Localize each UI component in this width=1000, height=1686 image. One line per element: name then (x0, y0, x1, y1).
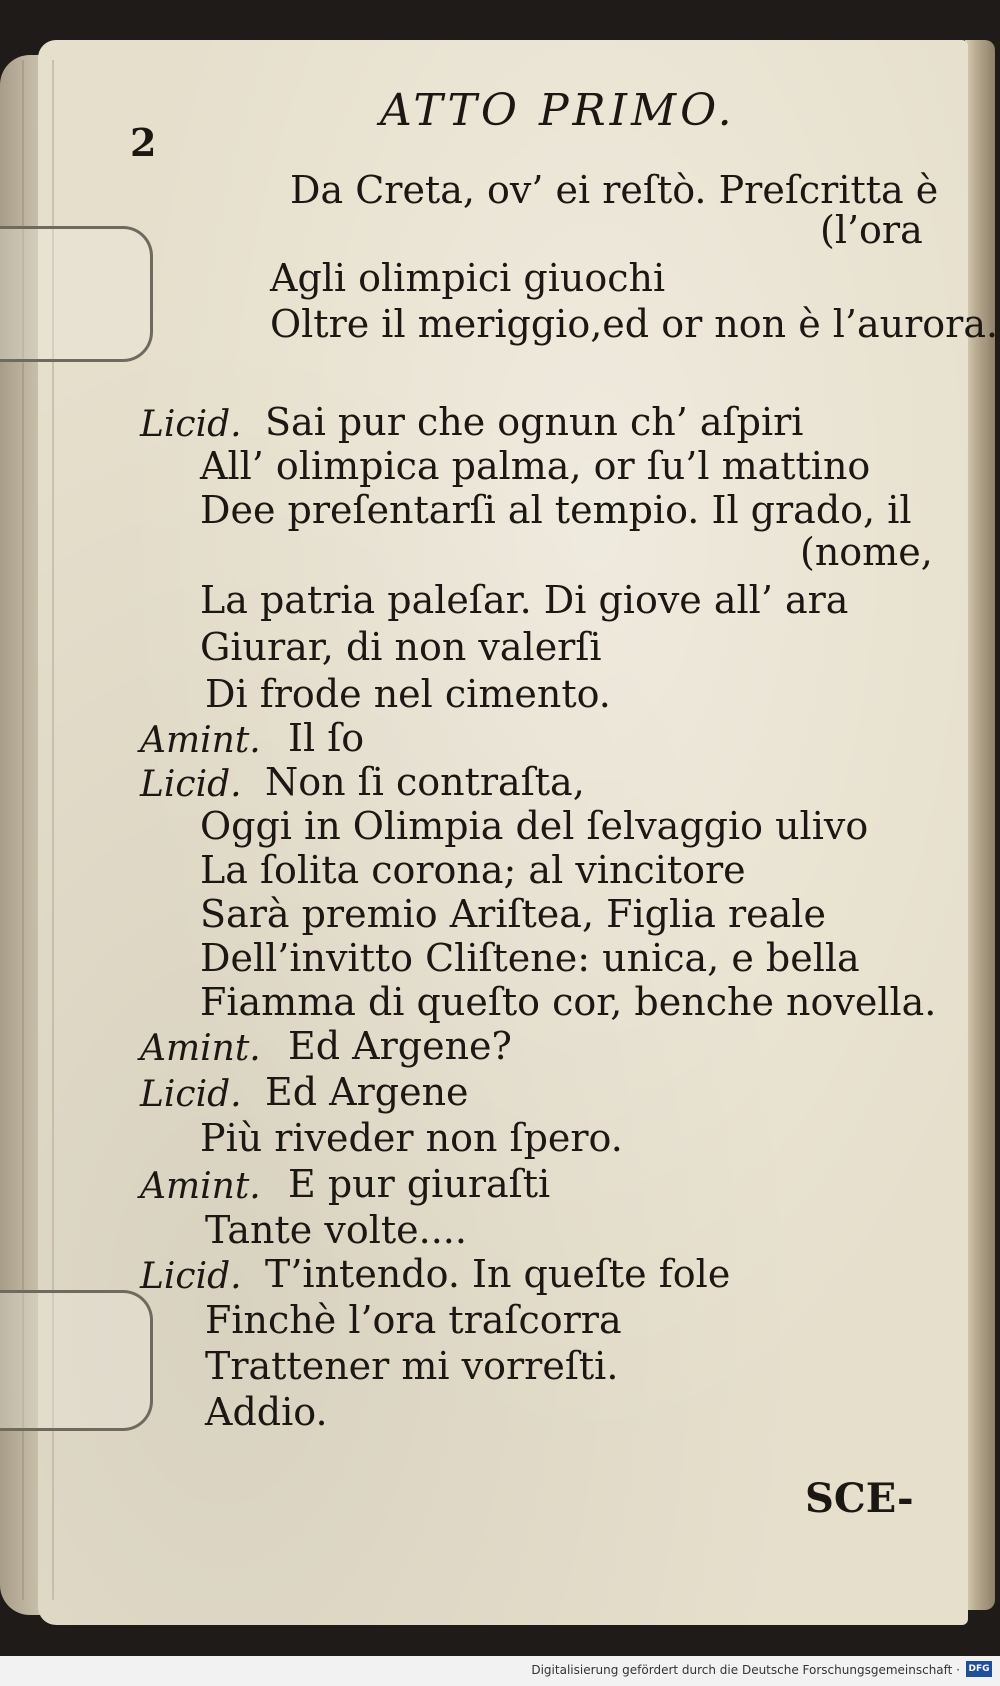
verse-line: E pur giuraſti (288, 1162, 551, 1206)
page-number: 2 (130, 120, 157, 165)
verse-line: Più riveder non ſpero. (200, 1116, 623, 1160)
verse-line: All’ olimpica palma, or ſu’l mattino (200, 444, 871, 488)
verse-line: Fiamma di queſto cor, benche novella. (200, 980, 937, 1024)
verse-line: Di frode nel cimento. (205, 672, 611, 716)
verse-line: Ed Argene (265, 1070, 469, 1114)
book-edge (965, 40, 995, 1610)
running-title: ATTO PRIMO. (380, 85, 736, 136)
verse-line: Sarà premio Ariſtea, Figlia reale (200, 892, 826, 936)
verse-line: Dell’invitto Cliſtene: unica, e bella (200, 936, 860, 980)
verse-line: Tante volte.... (205, 1208, 467, 1252)
speaker-label: Licid. (140, 1256, 242, 1297)
speaker-label: Amint. (140, 720, 261, 761)
speaker-label: Amint. (140, 1028, 261, 1069)
catchword: SCE- (805, 1475, 914, 1522)
verse-line: Non ſi contraſta, (265, 760, 585, 804)
verse-line: Ed Argene? (288, 1024, 512, 1068)
verse-line: Oltre il meriggio,ed or non è l’aurora. (270, 302, 999, 346)
verse-line: T’intendo. In queſte fole (265, 1252, 731, 1296)
verse-line: Finchè l’ora traſcorra (205, 1298, 622, 1342)
page-clip-top (0, 226, 153, 362)
speaker-label: Licid. (140, 404, 242, 445)
speaker-label: Licid. (140, 764, 242, 805)
verse-line: (nome, (800, 530, 933, 574)
verse-line: Trattener mi vorreſti. (205, 1344, 619, 1388)
verse-line: Oggi in Olimpia del ſelvaggio ulivo (200, 804, 869, 848)
dfg-logo: DFG (966, 1661, 992, 1677)
footer-credit: Digitalisierung gefördert durch die Deutsche Forschungsgemeinschaft · (531, 1663, 960, 1677)
verse-line: Agli olimpici giuochi (270, 256, 666, 300)
verse-line: Il ſo (288, 716, 365, 760)
verse-line: Sai pur che ognun ch’ aſpiri (265, 400, 804, 444)
speaker-label: Amint. (140, 1166, 261, 1207)
verse-line: Da Creta, ov’ ei reſtò. Preſcritta è (290, 168, 939, 212)
page-clip-bottom (0, 1290, 153, 1431)
verse-line: Dee preſentarſi al tempio. Il grado, il (200, 488, 912, 532)
speaker-label: Licid. (140, 1074, 242, 1115)
verse-line: Giurar, di non valerſi (200, 625, 602, 669)
verse-line: La ſolita corona; al vincitore (200, 848, 746, 892)
verse-line: Addio. (205, 1390, 328, 1434)
verse-line: La patria paleſar. Di giove all’ ara (200, 578, 849, 622)
verse-line: (l’ora (820, 208, 923, 252)
